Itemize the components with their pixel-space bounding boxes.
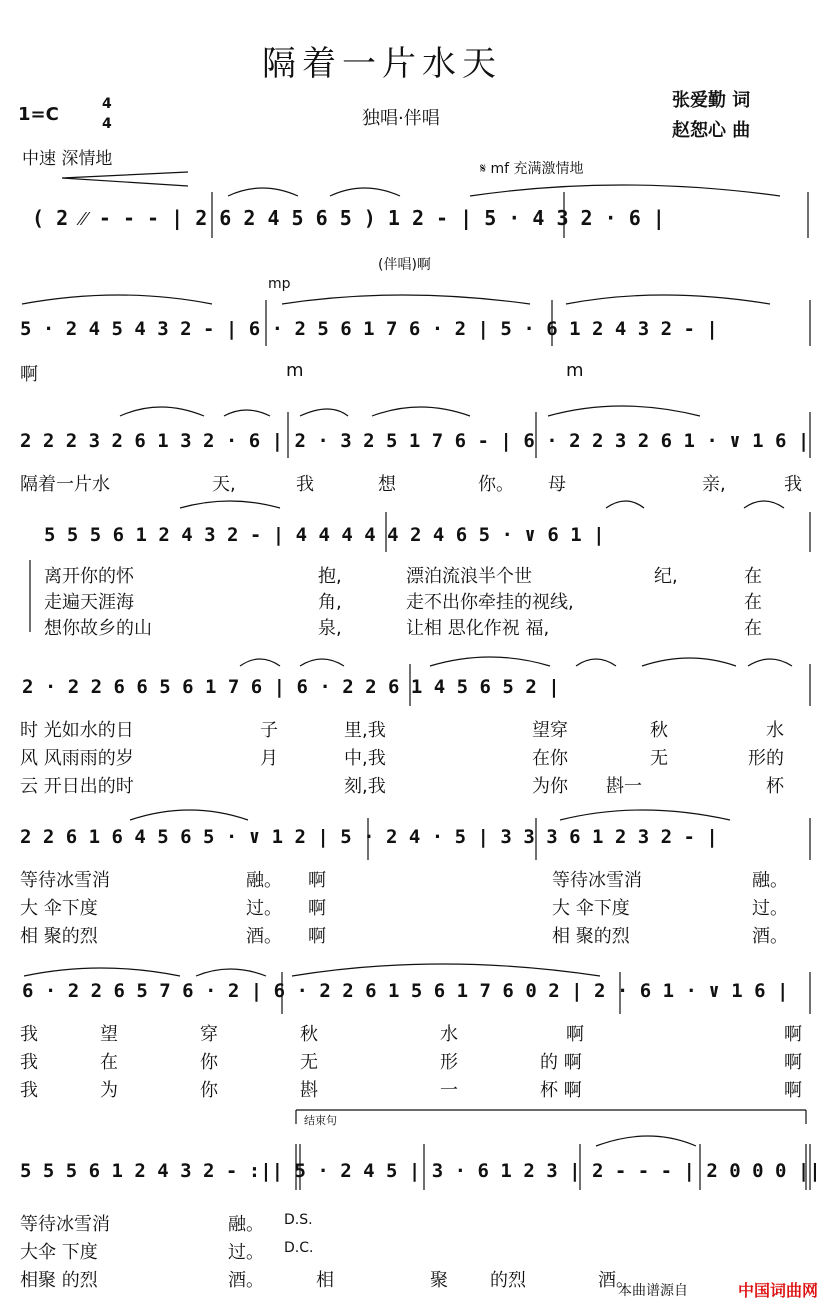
- system-3-lyric: 想: [378, 474, 396, 495]
- dynamic-mp: mp: [268, 276, 291, 292]
- system-3-lyric: 隔着一片水: [20, 474, 110, 495]
- system-2-lyric-3: m: [566, 360, 584, 381]
- verse-line: 酒。: [246, 926, 282, 947]
- dc-marking: D.C.: [284, 1240, 314, 1256]
- time-signature-top: 4: [102, 96, 112, 112]
- verse-line: 刻,我: [344, 776, 386, 797]
- verse-line: 大 伞下度: [552, 898, 630, 919]
- verse-line: 酒。: [752, 926, 788, 947]
- verse-line: 在: [744, 592, 762, 613]
- verse-line: 漂泊流浪半个世: [406, 566, 532, 587]
- verse-line: 聚: [430, 1270, 448, 1291]
- system-3-lyric: 亲,: [702, 474, 726, 495]
- verse-line: 形的: [748, 748, 784, 769]
- system-7-notes: 6 · 2 2 6 5 7 6 · 2 | 6 · 2 2 6 1 5 6 1 7 6 0 2 | 2 · 6 1 · ∨ 1 6 |: [22, 980, 789, 1002]
- verse-line: 水: [766, 720, 784, 741]
- verse-line: 啊: [784, 1080, 802, 1101]
- verse-line: 望: [100, 1024, 118, 1045]
- verse-line: 等待冰雪消: [20, 1214, 110, 1235]
- verse-line: 酒。: [228, 1270, 264, 1291]
- verse-line: 啊: [308, 870, 326, 891]
- verse-line: 我: [20, 1080, 38, 1101]
- verse-line: 月: [260, 748, 278, 769]
- verse-line: 抱,: [318, 566, 342, 587]
- verse-line: 走遍天涯海: [44, 592, 134, 613]
- verse-line: 啊: [308, 926, 326, 947]
- footer-source: 本曲谱源自: [618, 1283, 688, 1299]
- verse-line: 斟一: [606, 776, 642, 797]
- verse-line: 啊: [566, 1024, 584, 1045]
- verse-line: 啊: [308, 898, 326, 919]
- verse-line: 云 开日出的时: [20, 776, 134, 797]
- verse-line: 啊: [784, 1024, 802, 1045]
- verse-line: 等待冰雪消: [20, 870, 110, 891]
- verse-line: 在: [744, 566, 762, 587]
- system-6-notes: 2 2 6 1 6 4 5 6 5 · ∨ 1 2 | 5 · 2 4 · 5 | 3 3 3 6 1 2 3 2 - |: [20, 826, 718, 848]
- footer-site-link[interactable]: 中国词曲网: [738, 1281, 819, 1300]
- verse-line: 过。: [246, 898, 282, 919]
- verse-line: 等待冰雪消: [552, 870, 642, 891]
- verse-line: 杯: [766, 776, 784, 797]
- verse-line: 里,我: [344, 720, 386, 741]
- system-8-notes: 5 5 5 6 1 2 4 3 2 - :|| 5 · 2 4 5 | 3 · 6 1 2 3 | 2 - - - | 2 0 0 0 ||: [20, 1160, 821, 1182]
- verse-line: 风 风雨雨的岁: [20, 748, 134, 769]
- verse-line: 形: [440, 1052, 458, 1073]
- verse-line: 融。: [246, 870, 282, 891]
- verse-line: 穿: [200, 1024, 218, 1045]
- verse-line: 水: [440, 1024, 458, 1045]
- verse-line: 角,: [318, 592, 342, 613]
- verse-line: 秋: [300, 1024, 318, 1045]
- verse-line: 在你: [532, 748, 568, 769]
- system-1-notes: ( 2 ⁄⁄ - - - | 2 6 2 4 5 6 5 ) 1 2 - | 5 · 4 3 2 · 6 |: [32, 206, 665, 230]
- verse-line: 中,我: [344, 748, 386, 769]
- hairpin-icon: [62, 172, 188, 186]
- page-title: 隔着一片水天: [262, 44, 502, 84]
- verse-line: 过。: [228, 1242, 264, 1263]
- system-3-lyric: 你。: [478, 474, 514, 495]
- verse-line: 让相 思化作祝 福,: [406, 618, 550, 639]
- coda-label: 结束句: [304, 1114, 337, 1127]
- verse-line: 走不出你牵挂的视线,: [406, 592, 574, 613]
- system-3-notes: 2 2 2 3 2 6 1 3 2 · 6 | 2 · 3 2 5 1 7 6 - | 6 · 2 2 3 2 6 1 · ∨ 1 6 |: [20, 430, 810, 452]
- verse-line: 秋: [650, 720, 668, 741]
- system-2-lyric-2: m: [286, 360, 304, 381]
- key-signature: 1=C: [18, 104, 59, 125]
- system-3-lyric: 我: [784, 474, 802, 495]
- verse-line: 我: [20, 1052, 38, 1073]
- system-4-notes: 5 5 5 6 1 2 4 3 2 - | 4 4 4 4 4 2 4 6 5 · ∨ 6 1 |: [44, 524, 605, 546]
- verse-line: 想你故乡的山: [44, 618, 152, 639]
- system-3-lyric: 我: [296, 474, 314, 495]
- verse-line: 你: [200, 1052, 218, 1073]
- verse-line: 斟: [300, 1080, 318, 1101]
- verse-line: 我: [20, 1024, 38, 1045]
- verse-line: 泉,: [318, 618, 342, 639]
- accomp-label: (伴唱)啊: [378, 257, 431, 273]
- verse-line: 在: [744, 618, 762, 639]
- verse-line: 在: [100, 1052, 118, 1073]
- verse-line: 相聚 的烈: [20, 1270, 98, 1291]
- system-3-lyric: 天,: [212, 474, 236, 495]
- verse-line: 相 聚的烈: [20, 926, 98, 947]
- verse-line: 一: [440, 1080, 458, 1101]
- verse-line: 的 啊: [540, 1052, 582, 1073]
- verse-line: 啊: [784, 1052, 802, 1073]
- verse-line: 过。: [752, 898, 788, 919]
- system-5-notes: 2 · 2 2 6 6 5 6 1 7 6 | 6 · 2 2 6 1 4 5 6 5 2 |: [22, 676, 560, 698]
- verse-line: 为: [100, 1080, 118, 1101]
- verse-line: 纪,: [654, 566, 678, 587]
- verse-line: 无: [650, 748, 668, 769]
- verse-line: 融。: [228, 1214, 264, 1235]
- verse-line: 杯 啊: [540, 1080, 582, 1101]
- lyricist: 张爱勤 词: [672, 90, 751, 111]
- verse-line: 时 光如水的日: [20, 720, 134, 741]
- system-2-notes: 5 · 2 4 5 4 3 2 - | 6 · 2 5 6 1 7 6 · 2 | 5 · 6 1 2 4 3 2 - |: [20, 318, 718, 340]
- performance-style: 独唱·伴唱: [362, 108, 440, 129]
- verse-line: 的烈: [490, 1270, 526, 1291]
- verse-line: 你: [200, 1080, 218, 1101]
- verse-line: 相: [316, 1270, 334, 1291]
- system-3-lyric: 母: [548, 474, 566, 495]
- verse-line: 离开你的怀: [44, 566, 134, 587]
- verse-line: 为你: [532, 776, 568, 797]
- composer: 赵恕心 曲: [672, 120, 751, 141]
- verse-line: 大伞 下度: [20, 1242, 98, 1263]
- verse-line: 望穿: [532, 720, 568, 741]
- verse-line: 酒。: [598, 1270, 634, 1291]
- verse-line: 相 聚的烈: [552, 926, 630, 947]
- tempo-marking: 中速 深情地: [22, 149, 113, 169]
- system-2-lyric-1: 啊: [20, 364, 38, 385]
- ds-marking: D.S.: [284, 1212, 313, 1228]
- verse-line: 无: [300, 1052, 318, 1073]
- verse-line: 融。: [752, 870, 788, 891]
- verse-line: 子: [260, 720, 278, 741]
- verse-line: 大 伞下度: [20, 898, 98, 919]
- time-signature-bottom: 4: [102, 116, 112, 132]
- segno-dynamic: 𝄋 mf 充满激情地: [480, 161, 584, 177]
